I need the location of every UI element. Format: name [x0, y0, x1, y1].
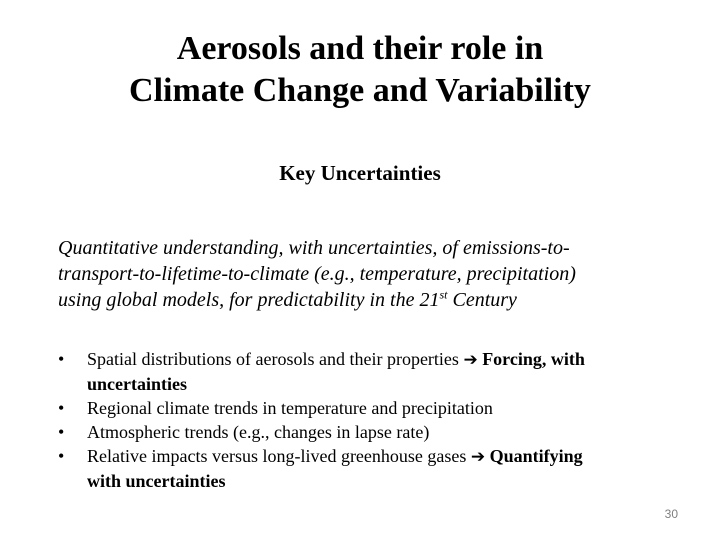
right-arrow-icon: ➔ — [470, 447, 486, 466]
slide-subtitle: Key Uncertainties — [279, 161, 441, 185]
list-item — [56, 347, 696, 396]
ordinal-superscript: st — [439, 287, 448, 302]
list-item-emphasis: Forcing, with — [482, 349, 585, 369]
intro-line-2: transport-to-lifetime-to-climate (e.g., temperature, precipitation) — [58, 263, 576, 285]
slide-title-line-1: Aerosols and their role in — [176, 30, 544, 67]
slide-title-line-2: Climate Change and Variability — [129, 72, 591, 109]
list-item-text: Regional climate trends in temperature and precipitation — [87, 398, 493, 418]
right-arrow-icon: ➔ — [463, 350, 478, 369]
bullet-icon: • — [58, 398, 65, 418]
page-number: 30 — [664, 507, 678, 521]
slide-title — [60, 28, 660, 112]
intro-paragraph — [58, 235, 678, 313]
list-item-text: Atmospheric trends (e.g., changes in lapse rate) — [87, 422, 430, 442]
bullet-icon: • — [58, 446, 65, 466]
list-item — [56, 420, 696, 444]
list-item-text: Spatial distributions of aerosols and their properties — [87, 349, 464, 369]
intro-line-3-text: using global models, for predictability in the 21 — [58, 289, 440, 311]
key-uncertainties-list — [56, 347, 696, 493]
list-item-line — [87, 444, 696, 469]
list-item-emphasis: Quantifying — [489, 446, 583, 466]
bullet-icon: • — [58, 422, 65, 442]
intro-line-3 — [58, 287, 678, 313]
intro-line-3-end: Century — [447, 289, 517, 311]
bullet-icon: • — [58, 349, 65, 369]
intro-line-1: Quantitative understanding, with uncertainties, of emissions-to- — [58, 237, 570, 259]
list-item-line — [87, 347, 696, 372]
list-item — [56, 444, 696, 493]
list-item-text: Relative impacts versus long-lived greenhouse gases — [87, 446, 471, 466]
list-item — [56, 396, 696, 420]
list-item-continuation: with uncertainties — [87, 471, 226, 491]
list-item-continuation: uncertainties — [87, 374, 187, 394]
